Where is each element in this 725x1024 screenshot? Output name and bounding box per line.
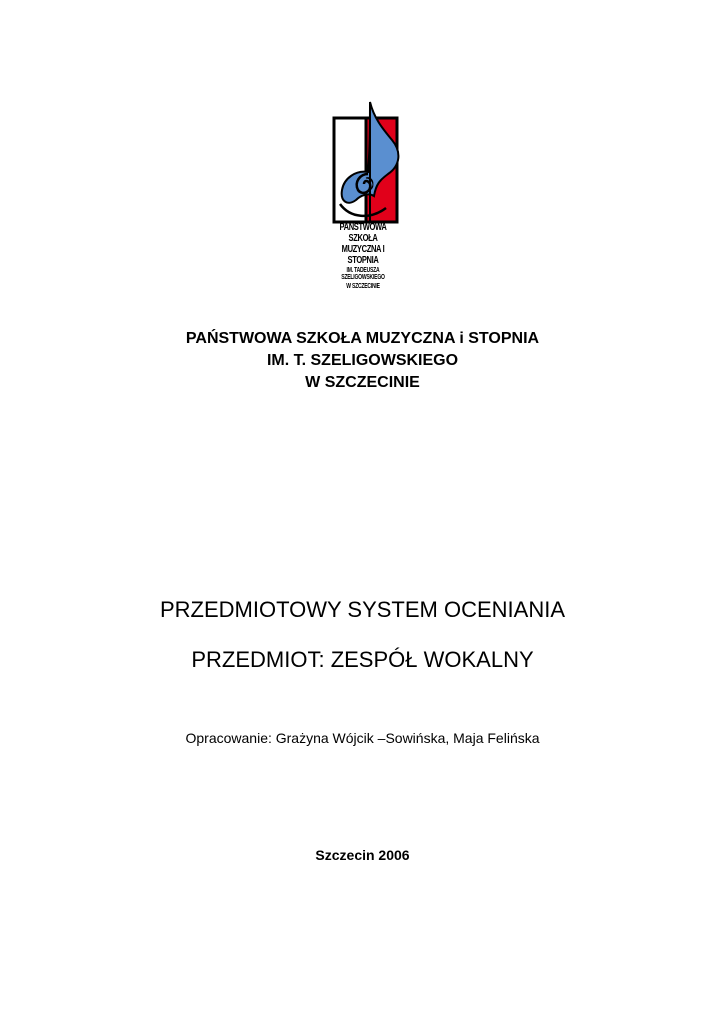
authors-line: Opracowanie: Grażyna Wójcik –Sowińska, Maja Felińska [185,730,540,746]
school-name-line: IM. T. SZELIGOWSKIEGO [266,352,459,369]
logo-caption [318,222,408,290]
subject-title: PRZEDMIOT: ZESPÓŁ WOKALNY [191,647,534,672]
place-date: Szczecin 2006 [315,847,410,863]
logo-caption-line: MUZYCZNA I STOPNIA [341,243,385,266]
logo-caption-line: IM. TADEUSZA SZELIGOWSKIEGO [341,267,385,281]
school-name-line: PAŃSTWOWA SZKOŁA MUZYCZNA i STOPNIA [185,330,540,347]
school-name-heading [0,328,725,394]
document-title: PRZEDMIOTOWY SYSTEM OCENIANIA [159,597,565,622]
logo-caption-line: W SZCZECINIE [346,283,380,290]
school-name-line: W SZCZECINIE [305,374,420,391]
logo-caption-line: PAŃSTWOWA SZKOŁA [339,221,387,244]
